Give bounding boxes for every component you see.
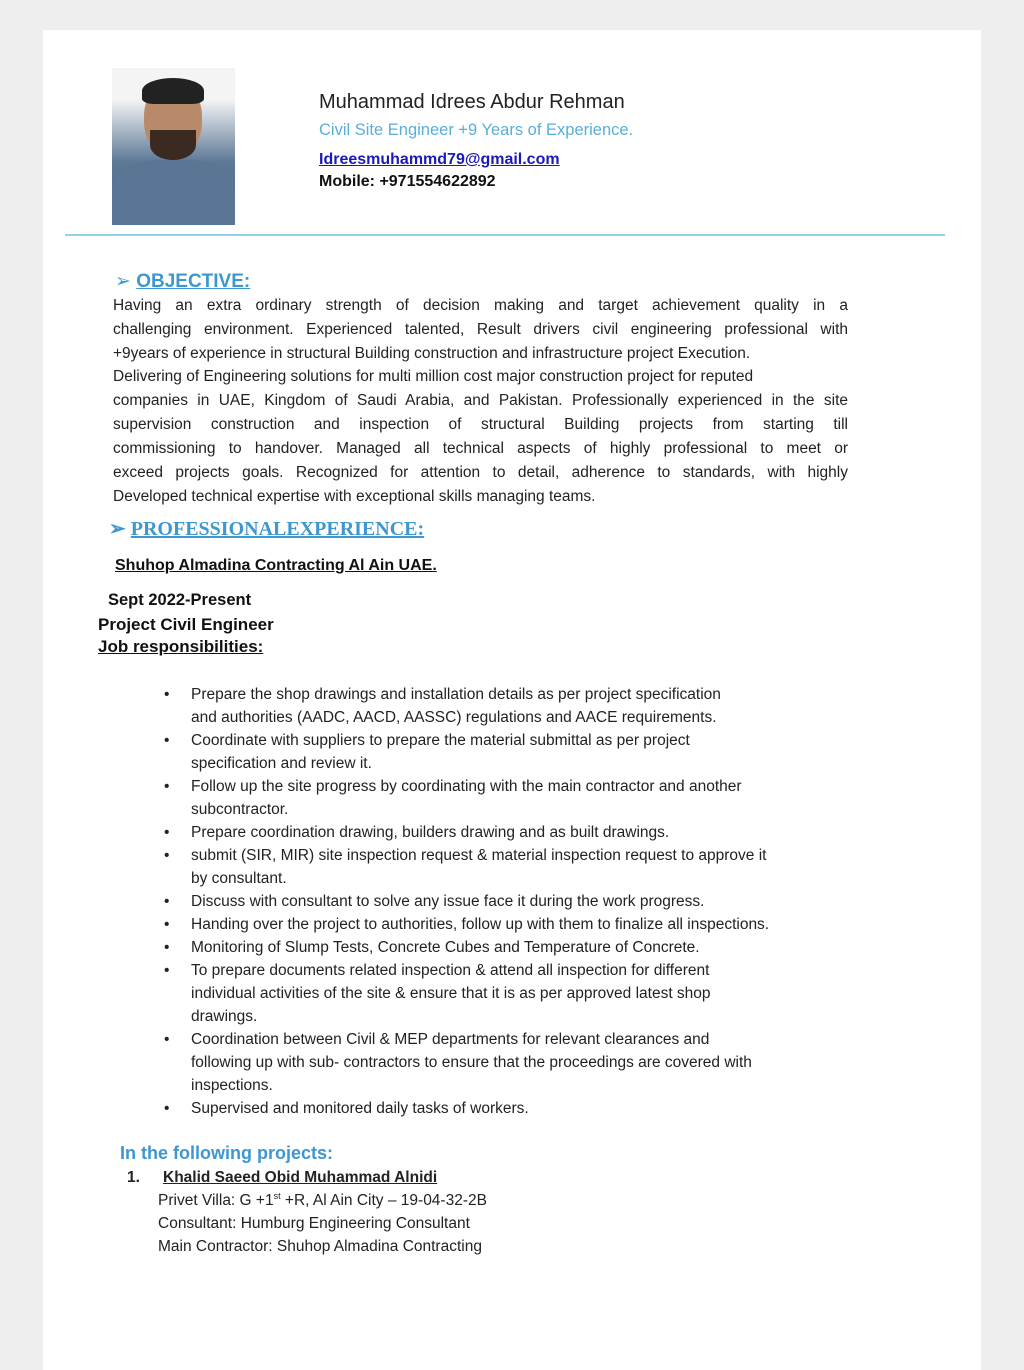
profile-photo — [112, 68, 235, 225]
responsibility-item — [161, 729, 891, 775]
project-name: Khalid Saeed Obid Muhammad Alnidi — [163, 1169, 438, 1187]
responsibility-item — [161, 1028, 891, 1097]
candidate-subtitle: Civil Site Engineer +9 Years of Experience. — [319, 121, 634, 139]
responsibility-line: drawings. — [191, 1007, 258, 1025]
responsibility-item — [161, 844, 891, 890]
responsibility-item — [161, 1097, 891, 1120]
responsibility-line: Prepare coordination drawing, builders drawing and as built drawings. — [191, 823, 670, 841]
responsibility-line: Follow up the site progress by coordinating with the main contractor and another — [191, 777, 742, 795]
responsibility-line: Coordination between Civil & MEP departments for relevant clearances and — [191, 1030, 710, 1048]
objective-line: supervision construction and inspection of structural Building projects from starting till — [113, 416, 848, 434]
bullet-icon: • — [164, 1099, 170, 1117]
responsibility-line: To prepare documents related inspection & attend all inspection for different — [191, 961, 710, 979]
responsibility-item — [161, 959, 891, 1028]
responsibilities-list — [161, 683, 891, 1120]
objective-line: companies in UAE, Kingdom of Saudi Arabia, and Pakistan. Professionally experienced in the site — [113, 392, 848, 410]
responsibility-item — [161, 936, 891, 959]
responsibility-line: Discuss with consultant to solve any issue face it during the work progress. — [191, 892, 705, 910]
mobile-number: Mobile: +971554622892 — [319, 173, 496, 190]
bullet-icon: • — [164, 1030, 170, 1048]
bullet-icon: • — [164, 961, 170, 979]
responsibility-line: individual activities of the site & ensure that it is as per approved latest shop — [191, 984, 711, 1002]
resume-body — [43, 270, 981, 1258]
responsibility-line: Prepare the shop drawings and installation details as per project specification — [191, 685, 721, 703]
responsibility-line: following up with sub- contractors to ensure that the proceedings are covered with — [191, 1053, 752, 1071]
objective-line: +9years of experience in structural Building construction and infrastructure project Execution. — [113, 344, 751, 362]
header-divider — [65, 234, 945, 236]
objective-line: Having an extra ordinary strength of decision making and target achievement quality in a — [113, 296, 848, 314]
bullet-icon: • — [164, 823, 170, 841]
objective-text — [113, 294, 848, 509]
responsibility-item — [161, 821, 891, 844]
bullet-icon: • — [164, 685, 170, 703]
company-name: Shuhop Almadina Contracting Al Ain UAE. — [115, 556, 437, 574]
responsibility-item — [161, 890, 891, 913]
project-number: 1. — [127, 1169, 140, 1187]
responsibility-line: by consultant. — [191, 869, 287, 887]
resume-page — [43, 30, 981, 1370]
objective-line: exceed projects goals. Recognized for attention to detail, adherence to standards, with highly — [113, 464, 848, 482]
bullet-icon: • — [164, 938, 170, 956]
objective-line: commissioning to handover. Managed all technical aspects of highly professional to meet or — [113, 440, 848, 458]
responsibility-line: Handing over the project to authorities, follow up with them to finalize all inspections. — [191, 915, 770, 933]
employment-dates: Sept 2022-Present — [108, 590, 252, 609]
responsibility-line: inspections. — [191, 1076, 273, 1094]
responsibility-line: and authorities (AADC, AACD, AASSC) regulations and AACE requirements. — [191, 708, 717, 726]
responsibility-item — [161, 683, 891, 729]
objective-line: Delivering of Engineering solutions for multi million cost major construction project for reputed — [113, 368, 754, 386]
projects-heading: In the following projects: — [120, 1142, 333, 1163]
responsibility-item — [161, 913, 891, 936]
responsibility-line: Monitoring of Slump Tests, Concrete Cubes and Temperature of Concrete. — [191, 938, 700, 956]
objective-heading: ➢ OBJECTIVE: — [115, 271, 251, 292]
responsibilities-heading: Job responsibilities: — [98, 636, 264, 656]
project-item — [127, 1166, 981, 1258]
candidate-name: Muhammad Idrees Abdur Rehman — [319, 91, 625, 113]
project-consultant: Consultant: Humburg Engineering Consultant — [158, 1215, 470, 1233]
experience-heading: ➢ PROFESSIONALEXPERIENCE: — [109, 517, 425, 540]
bullet-icon: • — [164, 777, 170, 795]
responsibility-line: Coordinate with suppliers to prepare the material submittal as per project — [191, 731, 690, 749]
objective-line: challenging environment. Experienced talented, Result drivers civil engineering professional with — [113, 320, 848, 338]
bullet-icon: • — [164, 892, 170, 910]
responsibility-line: submit (SIR, MIR) site inspection request & material inspection request to approve it — [191, 846, 767, 864]
project-contractor: Main Contractor: Shuhop Almadina Contracting — [158, 1238, 482, 1256]
arrow-bullet-icon: ➢ — [109, 517, 131, 540]
objective-line: Developed technical expertise with exceptional skills managing teams. — [113, 488, 596, 505]
job-title: Project Civil Engineer — [98, 615, 274, 635]
arrow-bullet-icon: ➢ — [115, 271, 137, 292]
bullet-icon: • — [164, 915, 170, 933]
bullet-icon: • — [164, 846, 170, 864]
email-link[interactable]: Idreesmuhammd79@gmail.com — [319, 151, 560, 168]
responsibility-line: Supervised and monitored daily tasks of workers. — [191, 1099, 529, 1117]
responsibility-line: specification and review it. — [191, 754, 372, 772]
responsibility-line: subcontractor. — [191, 800, 289, 818]
bullet-icon: • — [164, 731, 170, 749]
responsibility-item — [161, 775, 891, 821]
project-villa: Privet Villa: G +1st +R, Al Ain City – 19-04-32-2B — [158, 1191, 487, 1210]
